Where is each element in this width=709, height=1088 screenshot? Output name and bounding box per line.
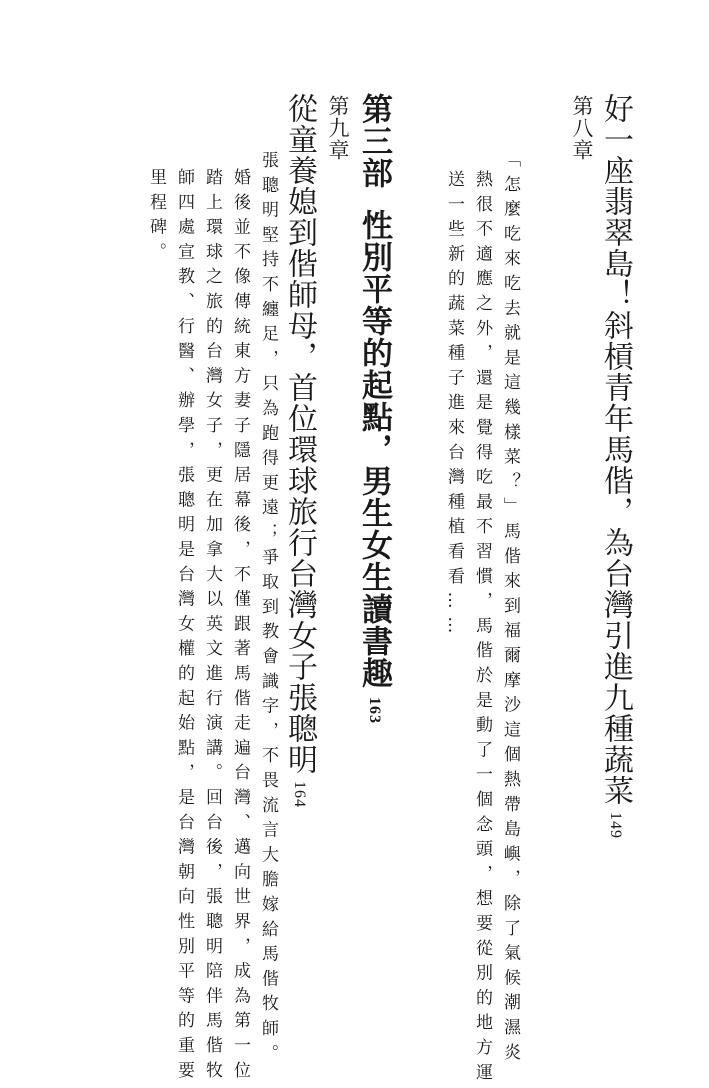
chapter8-page-number: 149 bbox=[607, 812, 624, 839]
chapter9-synopsis-line-5: 里程碑。 bbox=[146, 168, 166, 268]
chapter8-synopsis-line-1: 「怎麼吃來吃去就是這幾樣菜？」馬偕來到福爾摩沙這個熱帶島嶼，除了氣候潮濕炎 bbox=[500, 150, 520, 1068]
part3-label: 第三部 bbox=[356, 93, 392, 189]
chapter9-label: 第九章 bbox=[326, 95, 350, 161]
chapter9-synopsis-line-2: 婚後並不像傳統東方妻子隱居幕後，不僅跟著馬偕走遍台灣、邁向世界，成為第一位 bbox=[230, 168, 250, 1086]
chapter8-title bbox=[593, 93, 637, 839]
chapter8-title-text: 好一座翡翠島！斜槓青年馬偕，為台灣引進九種蔬菜 bbox=[598, 93, 633, 806]
chapter9-title bbox=[277, 93, 321, 808]
chapter9-synopsis-line-3: 踏上環球之旅的台灣女子，更在加拿大以英文進行演講。回台後，張聰明陪伴馬偕牧 bbox=[202, 168, 222, 1086]
chapter8-label: 第八章 bbox=[570, 95, 594, 161]
chapter9-page-number: 164 bbox=[291, 781, 308, 808]
chapter8-synopsis-line-2: 熱很不適應之外，還是覺得吃最不習慣，馬偕於是動了一個念頭，想要從別的地方運 bbox=[472, 170, 492, 1088]
chapter9-synopsis-line-4: 師四處宣教、行醫、辦學，張聰明是台灣女權的起始點，是台灣朝向性別平等的重要 bbox=[174, 168, 194, 1086]
part3-page-number: 163 bbox=[366, 697, 383, 724]
part3-title: 性別平等的起點，男生女生讀書趣 bbox=[356, 209, 392, 689]
chapter9-synopsis-line-1: 張聰明堅持不纏足，只為跑得更遠；爭取到教會識字，不畏流言大膽嫁給馬偕牧師。 bbox=[258, 151, 278, 1069]
chapter9-title-text: 從童養媳到偕師母，首位環球旅行台灣女子張聰明 bbox=[282, 93, 317, 775]
part3-heading bbox=[352, 93, 397, 724]
chapter8-synopsis-line-3: 送一些新的蔬菜種子進來台灣種植看看…… bbox=[444, 170, 464, 642]
